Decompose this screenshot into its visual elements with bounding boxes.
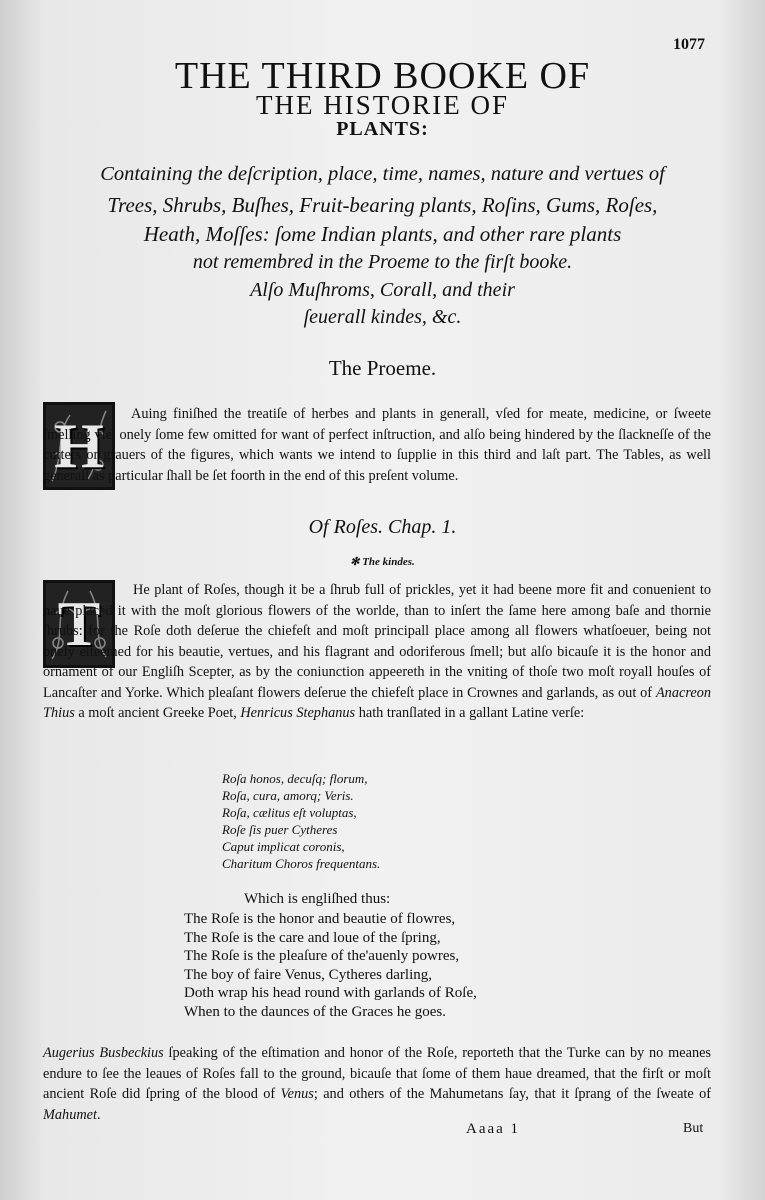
chapter-text-2: a moſt ancient Greeke Poet, xyxy=(78,705,237,721)
proeme-text: Auing finiſhed the treatiſe of herbes and plants in generall, vſed for meate, medicine, or ſweete ſmelling vſe, onely ſome few omitted for want of perfect inſtruction, and alſo being hindered by the ſlackneſſe of the cutters or grauers of the figures, which wants we intend to ſupplie in this third and laſt part. The Tables, as well generall as particular ſhall be ſet foorth in the end of this preſent volume. xyxy=(43,406,711,484)
english-line: Doth wrap his head round with garlands of Roſe, xyxy=(184,985,477,1001)
subtitle-line-4: not remembred in the Proeme to the firſt booke. xyxy=(192,251,573,273)
kindes-heading: ✻ The kindes. xyxy=(350,556,415,568)
author-name-anacreon: Anacreon Thius xyxy=(43,684,712,721)
chapter-paragraph xyxy=(43,580,711,724)
proeme-paragraph xyxy=(43,404,711,486)
subtitle-line-1: Containing the deſcription, place, time, names, nature and vertues of xyxy=(100,163,665,185)
english-line: The Roſe is the honor and beautie of flowres, xyxy=(184,911,456,927)
latin-line: Charitum Choros frequentans. xyxy=(222,856,381,871)
english-line: The boy of faire Venus, Cytheres darling, xyxy=(184,966,432,983)
closing-paragraph xyxy=(43,1043,711,1125)
closing-text-3: . xyxy=(97,1106,101,1123)
name-venus: Venus xyxy=(280,1086,314,1102)
latin-verse xyxy=(222,770,380,872)
page-number: 1077 xyxy=(673,36,705,53)
author-name-busbeckius: Augerius Busbeckius xyxy=(43,1045,164,1061)
name-mahumet: Mahumet xyxy=(43,1106,97,1123)
heading-line-1: THE THIRD BOOKE OF xyxy=(174,55,591,97)
chapter-title: Of Roſes. Chap. 1. xyxy=(308,516,457,538)
latin-line: Roſa, cælitus eſt voluptas, xyxy=(222,805,357,820)
subtitle-line-5: Alſo Muſhroms, Corall, and their xyxy=(250,279,515,301)
chapter-text-1: He plant of Roſes, though it be a ſhrub full of prickles, yet it had beene more fit and conuenient to haue placed it with the moſt glorious flowers of the worlde, than to inſert the ſame here among baſe and thornie ſhrubs: for the Roſe doth deſerue the chiefeſt and moſt principall place among all flowers whatſoeuer, being not onely eſteemed for his beautie, vertues, and his flagrant and odoriferous ſmell; but alſo bicauſe it is the honor and ornament of our Engliſh Scepter, as by the coniunction appeereth in the vniting of thoſe two moſt royall houſes of Lancaſter and Yorke. Which pleaſant flowers deſerue the chiefeſt place in Crownes and garlands, as out of xyxy=(43,582,711,701)
english-line: When to the daunces of the Graces he goes. xyxy=(184,1003,446,1020)
heading-line-3: PLANTS: xyxy=(336,118,429,140)
english-line: The Roſe is the pleaſure of the'auenly powres, xyxy=(184,948,460,964)
dropcap-letter: H xyxy=(54,410,104,481)
chapter-text-3: hath tranſlated in a gallant Latine verſe: xyxy=(358,705,585,721)
english-verse xyxy=(184,910,477,1021)
author-name-stephanus: Henricus Stephanus xyxy=(240,705,356,721)
subtitle-line-6: ſeuerall kindes, &c. xyxy=(303,306,462,328)
english-intro: Which is engliſhed thus: xyxy=(244,891,391,907)
latin-line: Roſa honos, decuſq; florum, xyxy=(222,771,368,786)
catchword: But xyxy=(683,1121,704,1136)
dropcap-letter: T xyxy=(57,588,101,659)
heading-line-2: THE HISTORIE OF xyxy=(255,90,509,120)
latin-line: Caput implicat coronis, xyxy=(222,839,345,854)
latin-line: Roſa, cura, amorq; Veris. xyxy=(222,788,354,803)
signature-mark: Aaaa 1 xyxy=(466,1121,521,1137)
proeme-title: The Proeme. xyxy=(328,356,437,380)
subtitle-line-2: Trees, Shrubs, Buſhes, Fruit-bearing plants, Roſins, Gums, Roſes, xyxy=(107,193,658,217)
latin-line: Roſe ſis puer Cytheres xyxy=(222,822,338,837)
closing-text-2: ; and others of the Mahumetans ſay, that it ſprang of the ſweate of xyxy=(313,1086,712,1102)
closing-text-1: ſpeaking of the eſtimation and honor of the Roſe, reporteth that the Turke can by no meanes endure to ſee the leaues of Roſes fall to the ground, bicauſe that ſome of them haue dreamed, that the firſt or moſt ancient Roſe did ſpring of the blood of xyxy=(43,1045,711,1102)
english-line: The Roſe is the care and loue of the ſpring, xyxy=(184,929,441,946)
subtitle-line-3: Heath, Moſſes: ſome Indian plants, and other rare plants xyxy=(143,222,622,246)
